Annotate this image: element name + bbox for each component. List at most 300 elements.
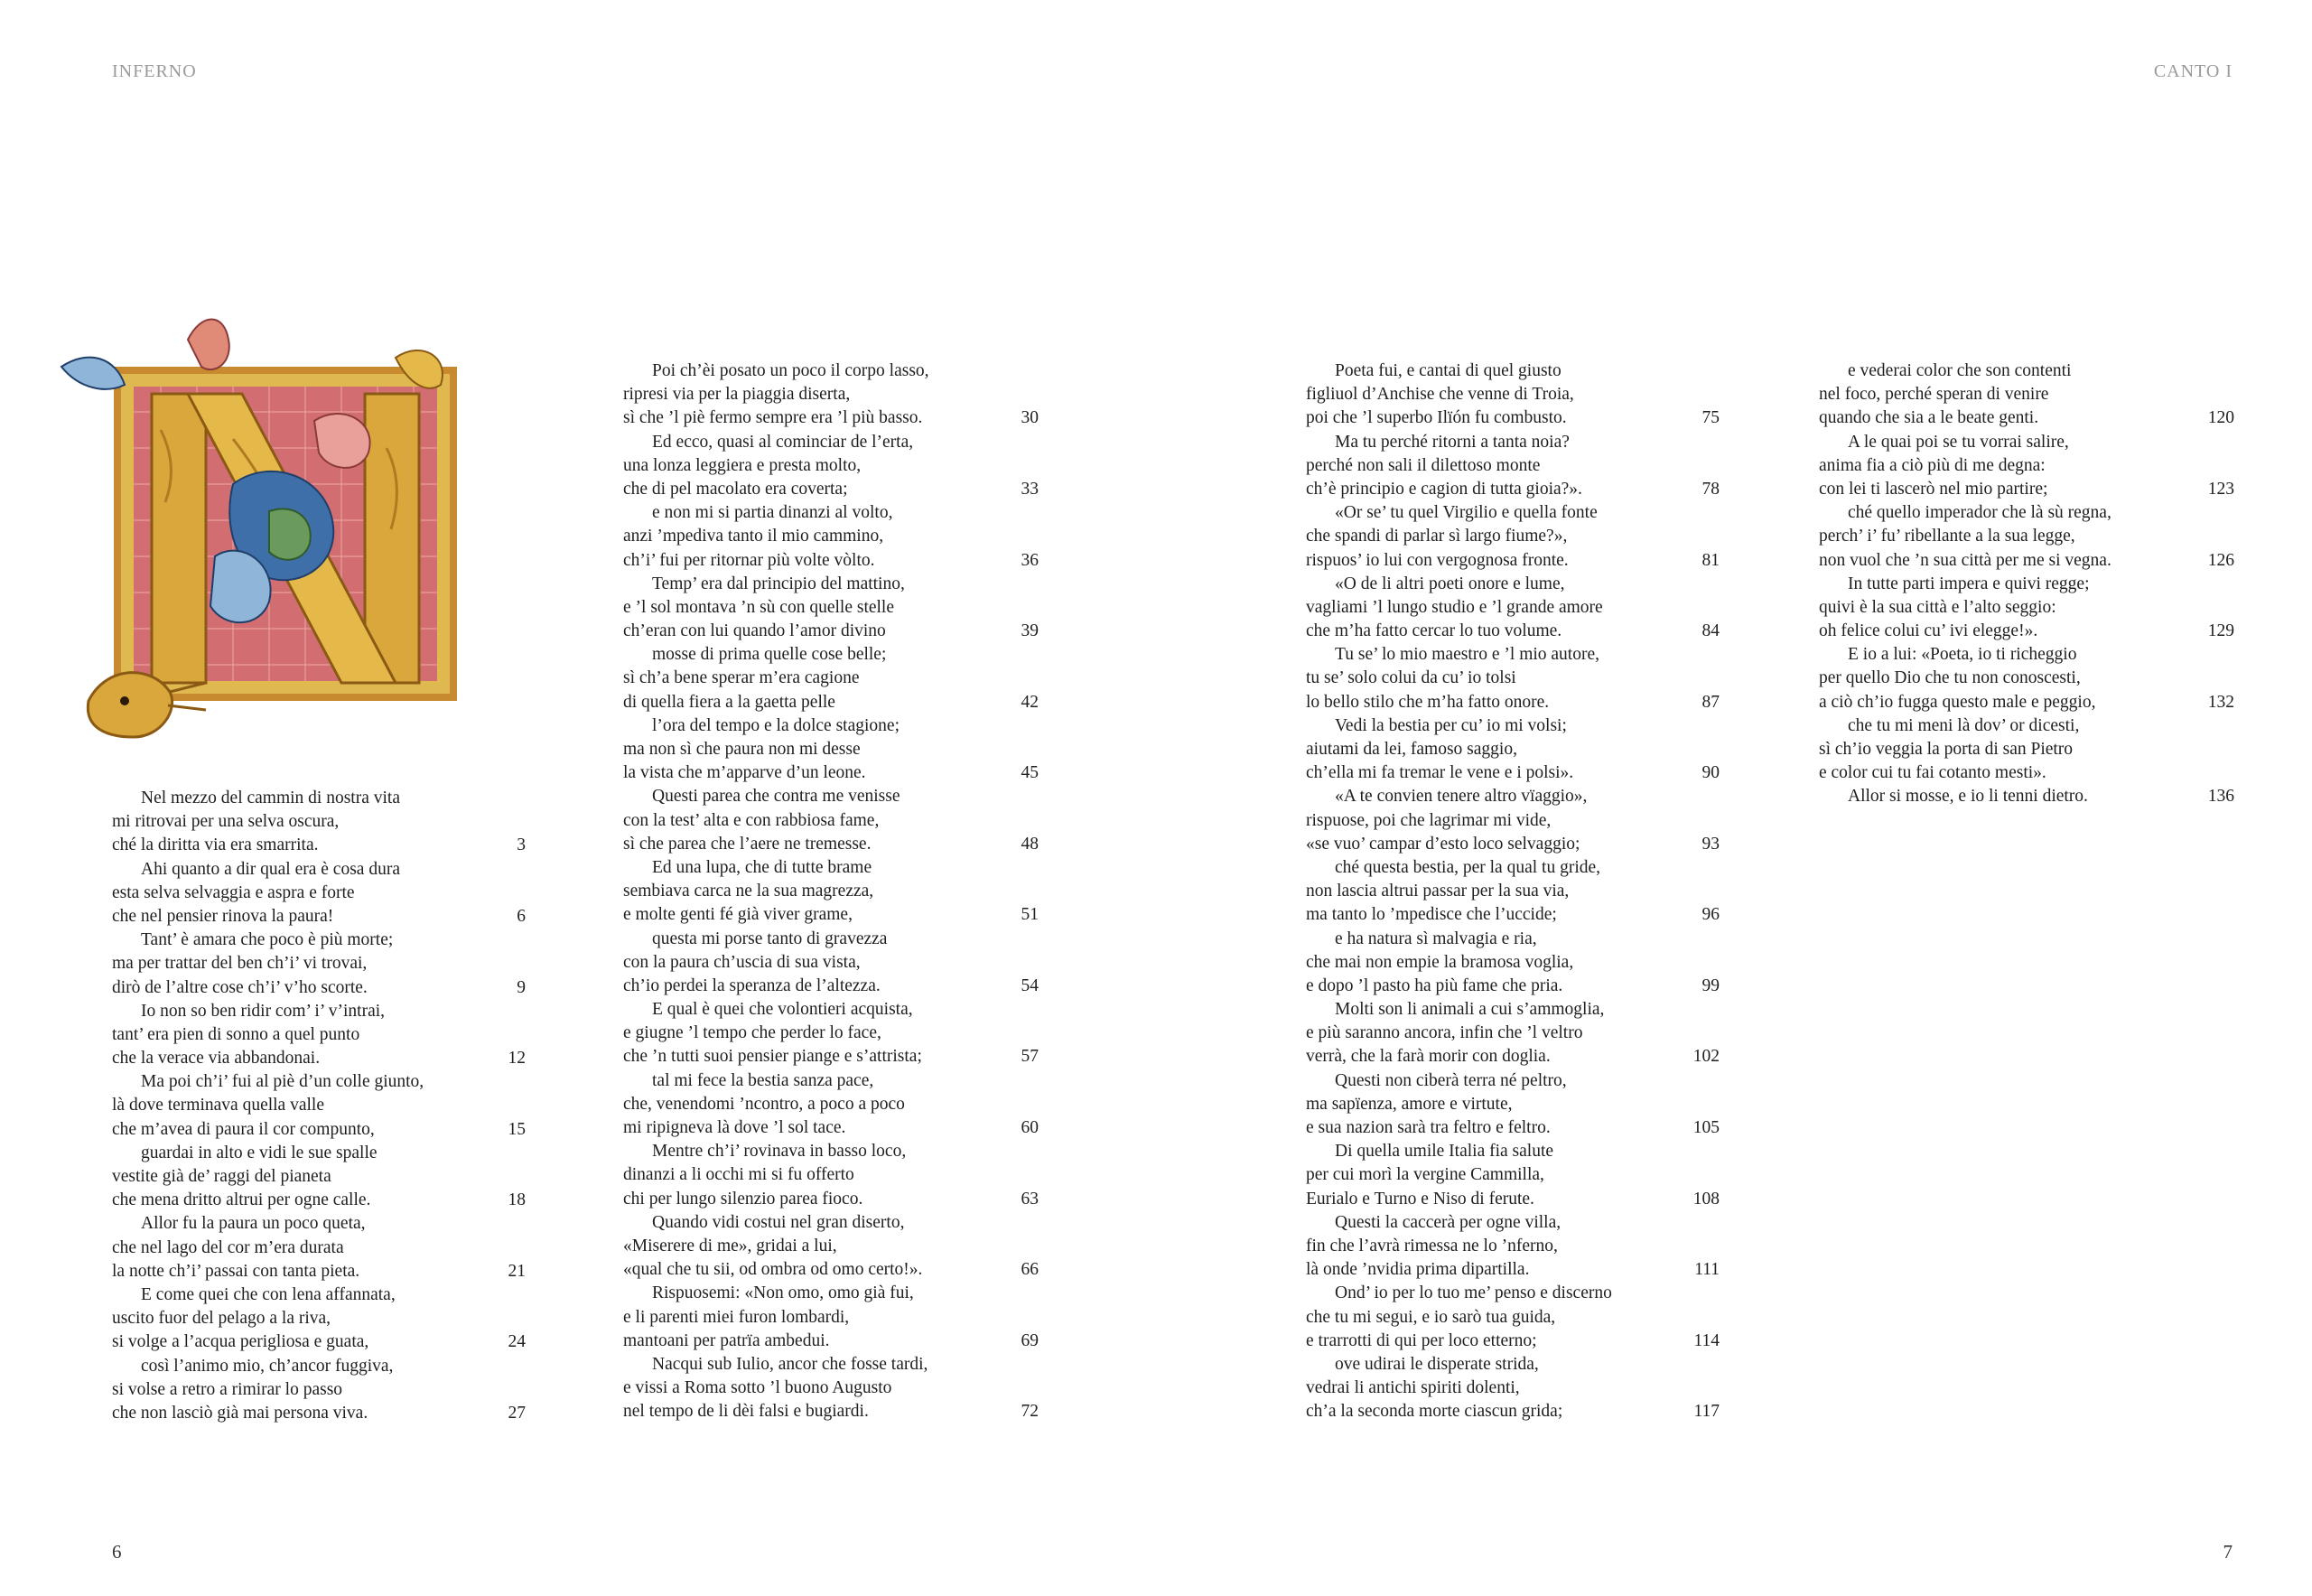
verse-text: ripresi via per la piaggia diserta, xyxy=(623,385,851,405)
verse-line xyxy=(623,1045,1039,1069)
verse-line xyxy=(623,856,1039,880)
verse-line xyxy=(1306,903,1720,927)
verse-line xyxy=(112,1047,526,1070)
verse-text: ma tanto lo ’mpedisce che l’uccide; xyxy=(1306,905,1557,925)
verse-line xyxy=(1819,501,2234,525)
verse-line xyxy=(112,1237,526,1260)
verse-line xyxy=(623,998,1039,1022)
verse-line xyxy=(1819,478,2234,501)
verse-text: anima fia a ciò più di me degna: xyxy=(1819,455,2046,475)
verse-line xyxy=(1306,880,1720,903)
right-page xyxy=(1156,0,2312,1596)
line-number: 123 xyxy=(2207,479,2234,499)
verse-text: la vista che m’apparve d’un leone. xyxy=(623,763,866,783)
verse-text: ch’ella mi fa tremar le vene e i polsi». xyxy=(1306,763,1574,783)
verse-text: e più saranno ancora, infin che ’l veltro xyxy=(1306,1023,1583,1043)
verse-text: Molti son li animali a cui s’ammoglia, xyxy=(1335,1000,1605,1020)
verse-line xyxy=(112,834,526,857)
verse-column-3 xyxy=(1306,359,1720,1423)
line-number: 93 xyxy=(1701,834,1720,854)
verse-line xyxy=(1306,573,1720,596)
verse-line xyxy=(1819,714,2234,738)
verse-line xyxy=(623,406,1039,430)
verse-text: esta selva selvaggia e aspra e forte xyxy=(112,882,355,902)
verse-line xyxy=(1306,1069,1720,1093)
verse-text: che mena dritto altrui per ogne calle. xyxy=(112,1190,371,1210)
verse-line xyxy=(623,1235,1039,1258)
line-number: 99 xyxy=(1701,975,1720,995)
verse-text: che, venendomi ’ncontro, a poco a poco xyxy=(623,1094,905,1114)
line-number: 66 xyxy=(1021,1260,1039,1280)
verse-text: che di pel macolato era coverta; xyxy=(623,479,848,499)
verse-text: Eurialo e Turno e Niso di ferute. xyxy=(1306,1189,1534,1209)
verse-text: ch’a la seconda morte ciascun grida; xyxy=(1306,1402,1563,1422)
verse-line xyxy=(1306,1258,1720,1282)
verse-text: vestite già de’ raggi del pianeta xyxy=(112,1167,331,1186)
verse-text: Quando vidi costui nel gran diserto, xyxy=(652,1212,905,1232)
verse-column-1 xyxy=(112,787,526,1425)
verse-text: «A te convien tenere altro vïaggio», xyxy=(1335,787,1588,807)
verse-line xyxy=(1819,643,2234,667)
verse-line xyxy=(1306,1330,1720,1353)
verse-line xyxy=(1306,951,1720,975)
verse-line xyxy=(1306,1093,1720,1116)
verse-text: che la verace via abbandonai. xyxy=(112,1049,321,1069)
verse-line xyxy=(112,1000,526,1023)
line-number: 3 xyxy=(517,835,526,855)
verse-line xyxy=(1306,383,1720,406)
verse-text: Questi non ciberà terra né peltro, xyxy=(1335,1070,1567,1090)
verse-column-2 xyxy=(623,359,1039,1423)
line-number: 39 xyxy=(1021,621,1039,641)
verse-text: non vuol che ’n sua città per me si vegna. xyxy=(1819,550,2112,570)
verse-line xyxy=(112,1355,526,1378)
verse-text: mantoani per patrïa ambedui. xyxy=(623,1330,830,1350)
verse-text: Tu se’ lo mio maestro e ’l mio autore, xyxy=(1335,645,1599,665)
line-number: 72 xyxy=(1021,1402,1039,1422)
verse-line xyxy=(1306,643,1720,667)
verse-text: figliuol d’Anchise che venne di Troia, xyxy=(1306,385,1574,405)
verse-line xyxy=(623,1353,1039,1377)
line-number: 24 xyxy=(508,1332,526,1352)
verse-text: tal mi fece la bestia sanza pace, xyxy=(652,1070,874,1090)
verse-line xyxy=(623,1306,1039,1330)
verse-line xyxy=(623,714,1039,738)
running-head-left: INFERNO xyxy=(112,61,197,81)
verse-text: questa mi porse tanto di gravezza xyxy=(652,929,888,948)
verse-text: e color cui tu fai cotanto mesti». xyxy=(1819,763,2046,783)
line-number: 105 xyxy=(1692,1118,1720,1137)
verse-line xyxy=(623,525,1039,548)
verse-line xyxy=(1306,454,1720,478)
verse-line xyxy=(623,383,1039,406)
verse-line xyxy=(1306,1140,1720,1163)
verse-line xyxy=(1306,431,1720,454)
verse-text: e non mi si partia dinanzi al volto, xyxy=(652,503,893,523)
verse-line xyxy=(623,951,1039,975)
verse-text: «Or se’ tu quel Virgilio e quella fonte xyxy=(1335,503,1598,523)
line-number: 132 xyxy=(2207,692,2234,712)
line-number: 87 xyxy=(1701,692,1720,712)
verse-line xyxy=(623,761,1039,785)
verse-text: Nel mezzo del cammin di nostra vita xyxy=(141,789,400,807)
verse-line xyxy=(623,1140,1039,1163)
verse-text: poi che ’l superbo Ilïón fu combusto. xyxy=(1306,408,1567,428)
verse-line xyxy=(1819,525,2234,548)
verse-column-4 xyxy=(1819,359,2234,809)
verse-line xyxy=(623,454,1039,478)
verse-line xyxy=(112,1212,526,1236)
line-number: 69 xyxy=(1021,1330,1039,1350)
line-number: 12 xyxy=(508,1049,526,1069)
verse-line xyxy=(112,952,526,975)
verse-text: Ma poi ch’i’ fui al piè d’un colle giunto, xyxy=(141,1072,424,1092)
verse-line xyxy=(1306,785,1720,808)
verse-text: Tant’ è amara che poco è più morte; xyxy=(141,930,394,950)
line-number: 54 xyxy=(1021,975,1039,995)
verse-text: Ed una lupa, che di tutte brame xyxy=(652,857,872,877)
verse-line xyxy=(623,431,1039,454)
verse-line xyxy=(1819,691,2234,714)
verse-text: che spandi di parlar sì largo fiume?», xyxy=(1306,527,1568,546)
verse-text: tu se’ solo colui da cu’ io tolsi xyxy=(1306,668,1516,688)
verse-text: con la paura ch’uscia di sua vista, xyxy=(623,952,861,972)
verse-text: ché la diritta via era smarrita. xyxy=(112,835,319,855)
verse-text: ché quello imperador che là sù regna, xyxy=(1848,503,2112,523)
line-number: 33 xyxy=(1021,479,1039,499)
verse-line xyxy=(112,905,526,929)
verse-line xyxy=(112,810,526,834)
verse-line xyxy=(1306,714,1720,738)
verse-line xyxy=(623,975,1039,998)
verse-text: sì ch’a bene sperar m’era cagione xyxy=(623,668,860,688)
verse-text: Mentre ch’i’ rovinava in basso loco, xyxy=(652,1142,907,1162)
verse-text: che nel pensier rinova la paura! xyxy=(112,906,334,926)
verse-line xyxy=(1306,833,1720,856)
verse-text: e vederai color che son contenti xyxy=(1848,361,2072,380)
verse-text: dirò de l’altre cose ch’i’ v’ho scorte. xyxy=(112,977,368,997)
verse-line xyxy=(112,1402,526,1425)
line-number: 96 xyxy=(1701,905,1720,925)
verse-line xyxy=(623,478,1039,501)
verse-line xyxy=(1306,998,1720,1022)
verse-text: quando che sia a le beate genti. xyxy=(1819,408,2039,428)
verse-line xyxy=(1306,1188,1720,1211)
verse-text: che tu mi segui, e io sarò tua guida, xyxy=(1306,1307,1556,1327)
verse-text: sì che ’l piè fermo sempre era ’l più basso. xyxy=(623,408,923,428)
verse-text: Poi ch’èi posato un poco il corpo lasso, xyxy=(652,361,929,380)
verse-line xyxy=(623,1069,1039,1093)
verse-line xyxy=(1819,359,2234,383)
verse-line xyxy=(1306,406,1720,430)
verse-text: e molte genti fé già viver grame, xyxy=(623,905,853,925)
verse-text: ove udirai le disperate strida, xyxy=(1335,1354,1539,1374)
verse-text: «Miserere di me», gridai a lui, xyxy=(623,1236,837,1255)
verse-line xyxy=(623,573,1039,596)
verse-text: che m’avea di paura il cor compunto, xyxy=(112,1119,375,1139)
verse-line xyxy=(1819,406,2234,430)
verse-text: vedrai li antichi spiriti dolenti, xyxy=(1306,1378,1520,1398)
verse-line xyxy=(112,858,526,882)
verse-line xyxy=(623,549,1039,573)
verse-text: l’ora del tempo e la dolce stagione; xyxy=(652,715,900,735)
verse-text: là onde ’nvidia prima dipartilla. xyxy=(1306,1260,1530,1280)
verse-line xyxy=(623,667,1039,690)
verse-text: E come quei che con lena affannata, xyxy=(141,1284,396,1304)
verse-line xyxy=(1306,596,1720,620)
verse-text: sì ch’io veggia la porta di san Pietro xyxy=(1819,740,2074,759)
verse-line xyxy=(1306,1235,1720,1258)
verse-text: e vissi a Roma sotto ’l buono Augusto xyxy=(623,1378,892,1398)
verse-text: dinanzi a li occhi mi si fu offerto xyxy=(623,1165,854,1185)
line-number: 102 xyxy=(1692,1047,1720,1067)
verse-text: Vedi la bestia per cu’ io mi volsi; xyxy=(1335,715,1567,735)
verse-line xyxy=(112,882,526,905)
line-number: 108 xyxy=(1692,1189,1720,1209)
verse-text: così l’animo mio, ch’ancor fuggiva, xyxy=(141,1356,394,1376)
verse-text: oh felice colui cu’ ivi elegge!». xyxy=(1819,621,2038,641)
verse-line xyxy=(112,1283,526,1307)
verse-text: «qual che tu sii, od ombra od omo certo!». xyxy=(623,1260,923,1280)
verse-line xyxy=(112,1118,526,1142)
verse-text: tant’ era pien di sonno a quel punto xyxy=(112,1024,360,1044)
verse-line xyxy=(112,787,526,810)
verse-line xyxy=(1819,431,2234,454)
verse-line xyxy=(1306,738,1720,761)
verse-line xyxy=(1306,1022,1720,1045)
verse-line xyxy=(1306,1377,1720,1400)
verse-text: Questi parea che contra me venisse xyxy=(652,787,900,807)
verse-line xyxy=(1306,856,1720,880)
verse-line xyxy=(1306,478,1720,501)
line-number: 15 xyxy=(508,1119,526,1139)
running-head-right: CANTO I xyxy=(2153,61,2233,81)
verse-line xyxy=(1306,1045,1720,1069)
verse-text: quivi è la sua città e l’alto seggio: xyxy=(1819,597,2056,617)
verse-text: ma non sì che paura non mi desse xyxy=(623,740,861,759)
verse-text: verrà, che la farà morir con doglia. xyxy=(1306,1047,1551,1067)
verse-text: Ahi quanto a dir qual era è cosa dura xyxy=(141,859,400,879)
line-number: 42 xyxy=(1021,692,1039,712)
verse-text: che tu mi meni là dov’ or dicesti, xyxy=(1848,715,2080,735)
verse-text: Temp’ era dal principio del mattino, xyxy=(652,574,905,593)
verse-line xyxy=(1819,549,2234,573)
page-number-left: 6 xyxy=(112,1541,122,1563)
verse-line xyxy=(1819,596,2234,620)
verse-line xyxy=(623,1211,1039,1235)
line-number: 129 xyxy=(2207,621,2234,641)
verse-line xyxy=(1306,1353,1720,1377)
verse-text: una lonza leggiera e presta molto, xyxy=(623,455,862,475)
verse-text: e ha natura sì malvagia e ria, xyxy=(1335,929,1537,948)
line-number: 27 xyxy=(508,1403,526,1423)
verse-text: per quello Dio che tu non conoscesti, xyxy=(1819,668,2081,688)
verse-line xyxy=(112,1260,526,1283)
verse-line xyxy=(623,833,1039,856)
verse-text: e li parenti miei furon lombardi, xyxy=(623,1307,850,1327)
verse-line xyxy=(112,929,526,952)
line-number: 136 xyxy=(2207,787,2234,807)
verse-text: fin che l’avrà rimessa ne lo ’nferno, xyxy=(1306,1236,1558,1255)
verse-line xyxy=(1819,785,2234,808)
verse-text: mosse di prima quelle cose belle; xyxy=(652,645,887,665)
verse-text: a ciò ch’io fugga questo male e peggio, xyxy=(1819,692,2096,712)
verse-text: Ed ecco, quasi al cominciar de l’erta, xyxy=(652,432,914,452)
verse-text: si volge a l’acqua perigliosa e guata, xyxy=(112,1332,369,1352)
verse-text: anzi ’mpediva tanto il mio cammino, xyxy=(623,527,884,546)
verse-line xyxy=(623,1400,1039,1423)
verse-text: chi per lungo silenzio parea fioco. xyxy=(623,1189,863,1209)
verse-line xyxy=(1819,667,2234,690)
verse-text: Questi la caccerà per ogne villa, xyxy=(1335,1212,1562,1232)
verse-text: ché questa bestia, per la qual tu gride, xyxy=(1335,857,1601,877)
page-number-right: 7 xyxy=(2223,1541,2233,1563)
verse-text: e trarrotti di qui per loco etterno; xyxy=(1306,1330,1537,1350)
verse-line xyxy=(1306,975,1720,998)
verse-line xyxy=(1819,573,2234,596)
verse-text: «se vuo’ campar d’esto loco selvaggio; xyxy=(1306,834,1580,854)
verse-line xyxy=(623,359,1039,383)
verse-text: Poeta fui, e cantai di quel giusto xyxy=(1335,361,1562,380)
verse-text: e giugne ’l tempo che perder lo face, xyxy=(623,1023,881,1043)
verse-text: Di quella umile Italia fia salute xyxy=(1335,1142,1554,1162)
verse-line xyxy=(1306,620,1720,643)
verse-text: e ’l sol montava ’n sù con quelle stelle xyxy=(623,597,895,617)
verse-line xyxy=(1306,1116,1720,1140)
verse-text: Ma tu perché ritorni a tanta noia? xyxy=(1335,432,1570,452)
verse-text: là dove terminava quella valle xyxy=(112,1096,324,1115)
verse-line xyxy=(112,1378,526,1402)
verse-text: uscito fuor del pelago a la riva, xyxy=(112,1309,331,1329)
line-number: 75 xyxy=(1701,408,1720,428)
verse-line xyxy=(1306,761,1720,785)
line-number: 57 xyxy=(1021,1047,1039,1067)
verse-line xyxy=(623,1258,1039,1282)
verse-text: lo bello stilo che m’ha fatto onore. xyxy=(1306,692,1550,712)
verse-text: A le quai poi se tu vorrai salire, xyxy=(1848,432,2069,452)
verse-text: vagliami ’l lungo studio e ’l grande amore xyxy=(1306,597,1603,617)
verse-text: mi ritrovai per una selva oscura, xyxy=(112,812,340,832)
verse-text: guardai in alto e vidi le sue spalle xyxy=(141,1143,378,1162)
verse-line xyxy=(112,1094,526,1117)
verse-line xyxy=(1306,525,1720,548)
verse-text: ma sapïenza, amore e virtute, xyxy=(1306,1094,1513,1114)
verse-line xyxy=(623,1163,1039,1187)
line-number: 21 xyxy=(508,1261,526,1281)
verse-text: ch’io perdei la speranza de l’altezza. xyxy=(623,975,881,995)
verse-line xyxy=(1819,383,2234,406)
verse-text: «O de li altri poeti onore e lume, xyxy=(1335,574,1565,593)
verse-line xyxy=(623,1282,1039,1305)
verse-text: che nel lago del cor m’era durata xyxy=(112,1237,344,1257)
verse-line xyxy=(623,1022,1039,1045)
verse-line xyxy=(112,1070,526,1094)
verse-line xyxy=(1306,501,1720,525)
verse-text: Allor fu la paura un poco queta, xyxy=(141,1214,366,1234)
verse-line xyxy=(623,738,1039,761)
line-number: 36 xyxy=(1021,550,1039,570)
verse-line xyxy=(1819,620,2234,643)
verse-line xyxy=(1306,1400,1720,1423)
verse-line xyxy=(623,1116,1039,1140)
verse-line xyxy=(1306,359,1720,383)
verse-line xyxy=(623,785,1039,808)
verse-text: non lascia altrui passar per la sua via, xyxy=(1306,882,1570,901)
verse-line xyxy=(623,643,1039,667)
verse-text: e dopo ’l pasto ha più fame che pria. xyxy=(1306,975,1563,995)
verse-line xyxy=(112,976,526,1000)
verse-text: e sua nazion sarà tra feltro e feltro. xyxy=(1306,1118,1551,1137)
verse-line xyxy=(112,1330,526,1354)
verse-line xyxy=(112,1142,526,1165)
line-number: 45 xyxy=(1021,763,1039,783)
verse-line xyxy=(623,501,1039,525)
verse-text: si volse a retro a rimirar lo passo xyxy=(112,1379,343,1399)
verse-text: perch’ i’ fu’ ribellante a la sua legge, xyxy=(1819,527,2075,546)
verse-line xyxy=(623,620,1039,643)
line-number: 48 xyxy=(1021,834,1039,854)
verse-text: di quella fiera a la gaetta pelle xyxy=(623,692,835,712)
verse-line xyxy=(1819,761,2234,785)
verse-text: nel tempo de li dèi falsi e bugiardi. xyxy=(623,1402,869,1422)
verse-text: Rispuosemi: «Non omo, omo già fui, xyxy=(652,1283,914,1303)
verse-text: perché non sali il dilettoso monte xyxy=(1306,455,1541,475)
verse-text: Nacqui sub Iulio, ancor che fosse tardi, xyxy=(652,1354,928,1374)
verse-line xyxy=(623,1330,1039,1353)
line-number: 111 xyxy=(1694,1260,1720,1280)
verse-line xyxy=(623,596,1039,620)
line-number: 30 xyxy=(1021,408,1039,428)
verse-text: mi ripigneva là dove ’l sol tace. xyxy=(623,1118,846,1137)
verse-text: Allor si mosse, e io li tenni dietro. xyxy=(1848,787,2088,807)
verse-text: che m’ha fatto cercar lo tuo volume. xyxy=(1306,621,1562,641)
verse-text: aiutami da lei, famoso saggio, xyxy=(1306,740,1517,759)
verse-line xyxy=(1306,549,1720,573)
verse-text: ma per trattar del ben ch’i’ vi trovai, xyxy=(112,954,368,974)
verse-text: rispuos’ io lui con vergognosa fronte. xyxy=(1306,550,1569,570)
line-number: 78 xyxy=(1701,479,1720,499)
verse-line xyxy=(1306,1163,1720,1187)
verse-text: Io non so ben ridir com’ i’ v’intrai, xyxy=(141,1001,386,1021)
verse-line xyxy=(1306,691,1720,714)
verse-line xyxy=(1819,738,2234,761)
verse-line xyxy=(1819,454,2234,478)
line-number: 81 xyxy=(1701,550,1720,570)
line-number: 114 xyxy=(1693,1330,1720,1350)
line-number: 51 xyxy=(1021,905,1039,925)
illuminated-initial-n xyxy=(52,303,489,751)
verse-line xyxy=(1306,667,1720,690)
verse-text: con la test’ alta e con rabbiosa fame, xyxy=(623,810,880,830)
verse-text: con lei ti lascerò nel mio partire; xyxy=(1819,479,2048,499)
line-number: 90 xyxy=(1701,763,1720,783)
verse-text: ch’i’ fui per ritornar più volte vòlto. xyxy=(623,550,875,570)
verse-text: ch’è principio e cagion di tutta gioia?». xyxy=(1306,479,1582,499)
verse-line xyxy=(623,1377,1039,1400)
verse-text: ch’eran con lui quando l’amor divino xyxy=(623,621,886,641)
verse-text: che non lasciò già mai persona viva. xyxy=(112,1403,368,1423)
verse-text: Ond’ io per lo tuo me’ penso e discerno xyxy=(1335,1283,1612,1303)
verse-line xyxy=(1306,809,1720,833)
verse-text: nel foco, perché speran di venire xyxy=(1819,385,2049,405)
verse-line xyxy=(112,1165,526,1189)
verse-line xyxy=(112,1023,526,1047)
verse-text: E io a lui: «Poeta, io ti richeggio xyxy=(1848,645,2077,665)
verse-line xyxy=(623,880,1039,903)
line-number: 120 xyxy=(2207,408,2234,428)
verse-line xyxy=(623,1093,1039,1116)
verse-line xyxy=(1306,1282,1720,1305)
